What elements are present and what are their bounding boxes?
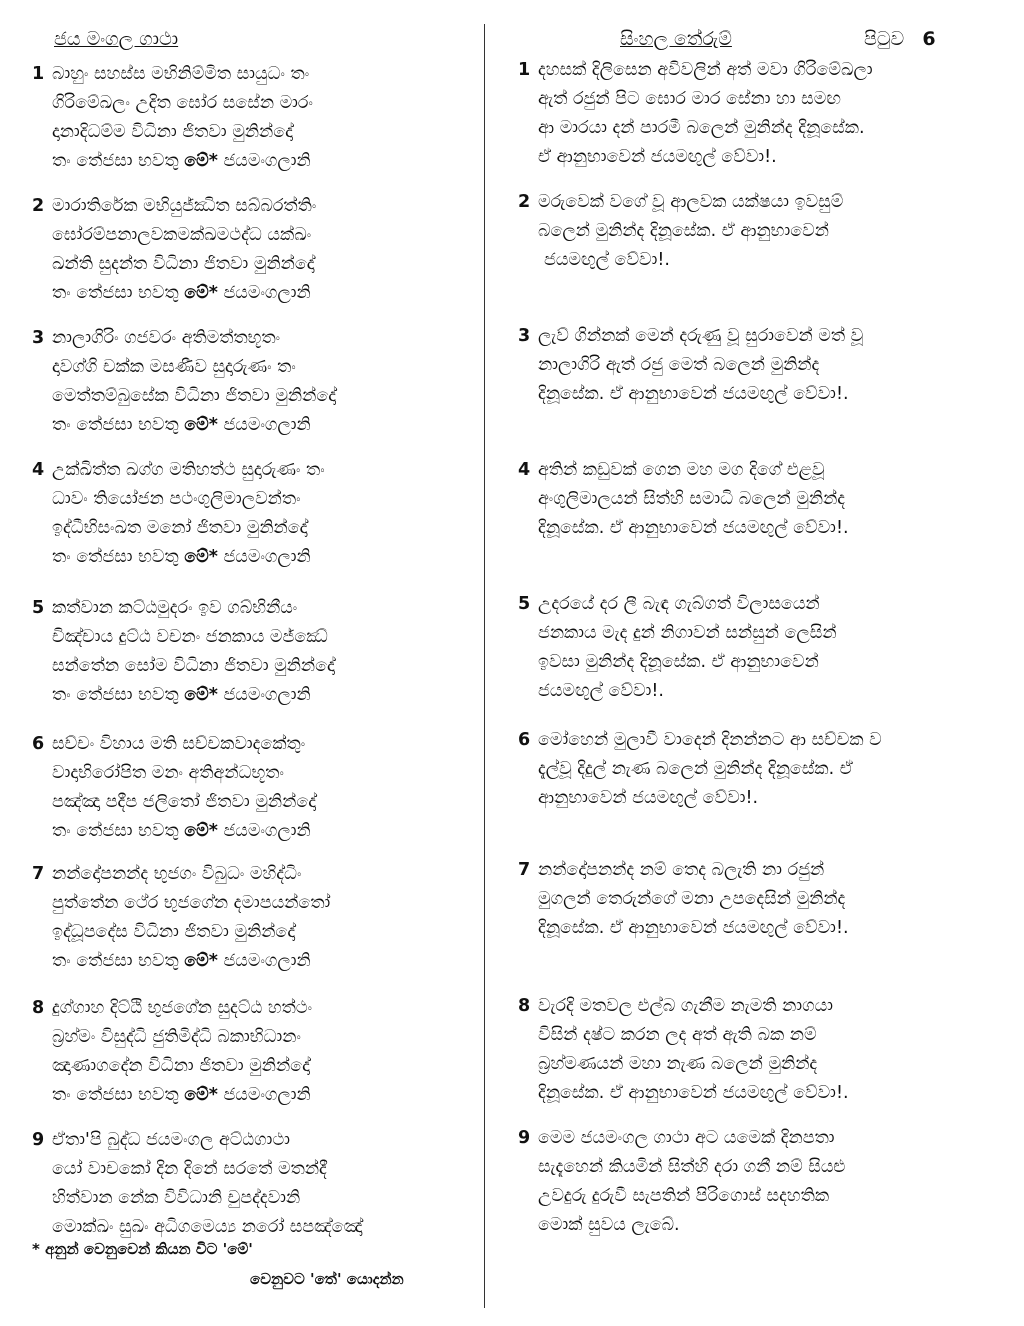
verse-line: දිනූසේක. ඒ ආනුභාවෙන් ජයමඟුල් වේවා!.: [538, 918, 849, 938]
verse-line: ලැව් ගින්නක් මෙන් දරුණු වූ සුරාවෙන් මත් වූ: [538, 326, 864, 346]
verse-line: වාදාභිරෝපිත මනං අතිඅන්ධභූතං: [52, 763, 284, 783]
verse-line: ඉද්ධූපදේස විධිනා ජිතවා මුනින්දෝ: [52, 922, 296, 942]
verse-number: 2: [518, 192, 531, 212]
meaning-verse: [518, 726, 882, 813]
verse-number: 4: [32, 460, 45, 480]
verse-line: දිනූසේක. ඒ ආනුභාවෙන් ජයමඟුල් වේවා!.: [538, 384, 849, 404]
verse-line: ජනකාය මැද දුන් නිගාවන් සන්සුන් ලෙසින්: [538, 623, 837, 643]
verse-number: 6: [32, 734, 45, 754]
verse-line: ඝෝරම්පනාලවකමක්ඛමථද්ධ යක්ඛං: [52, 225, 312, 245]
verse-line: දහසක් දිලිසෙන අවිවලින් අත් මවා ගිරිමේඛලා: [538, 60, 873, 80]
verse-number: 4: [518, 460, 531, 480]
verse-number: 7: [518, 860, 531, 880]
page-number-value: 6: [922, 28, 936, 50]
verse-number: 5: [518, 594, 531, 614]
verse-refrain: තං තේජසා භවතු මේ* ජයමංගලානි: [52, 547, 311, 567]
verse-line: හිත්වාන නේක විවිධානි චුපද්දවානි: [52, 1188, 301, 1208]
meaning-verse: [518, 992, 849, 1108]
verse-number: 1: [32, 64, 45, 84]
verse-line: පුත්තේන ථේර භුජගේන දමාපයන්තෝ: [52, 893, 331, 913]
verse-line: උදරයේ දර ලී බැඳ ගැබ්ගත් විලාසයෙන්: [538, 594, 820, 614]
verse-line: දාවග්ගි චක්ක මසණීව සුදාරුණං තං: [52, 357, 296, 377]
verse-number: 1: [518, 60, 531, 80]
verse-number: 8: [32, 998, 45, 1018]
page-label: පිටුව: [864, 28, 905, 50]
verse-refrain: තං තේජසා භවතු මේ* ජයමංගලානි: [52, 1085, 311, 1105]
verse-number: 6: [518, 730, 531, 750]
verse-line: ඉවසා මුනින්ද දිනූසේක. ඒ ආනුභාවෙන්: [538, 652, 819, 672]
verse-refrain: තං තේජසා භවතු මේ* ජයමංගලානි: [52, 951, 311, 971]
verse-line: චිඤ්චාය දුට්ඨ වචනං ජනකාය මජ්ඣේ: [52, 627, 328, 647]
verse-line: වැරදි මතවල එල්බ ගැනීම නැමති නාගයා: [538, 996, 833, 1016]
footnote-line-1: * අනුන් වෙනුවෙන් කියන විට 'මේ': [32, 1240, 253, 1258]
verse-line: නන්දෝපනන්ද නම් තෙද බලැති නා රජුන්: [538, 860, 825, 880]
meaning-verse: [518, 456, 849, 543]
verse-line: ගිරිමේඛලං උදිත ඝෝර සසේන මාරං: [52, 93, 313, 113]
verse-line: ඤාණාගදේන විධිනා ජිතවා මුනින්දෝ: [52, 1056, 310, 1076]
page-number: [864, 28, 936, 50]
verse-line: බ්‍රහ්මණයන් මහා නැණ බලෙන් මුනින්ද: [538, 1054, 818, 1074]
verse-line: දානාදිධම්ම විධිනා ජිතවා මුනින්දෝ: [52, 122, 293, 142]
verse-line: ධාවං තියෝජන පථංගුලිමාලවන්තං: [52, 489, 301, 509]
verse-line: දිනූසේක. ඒ ආනුභාවෙන් ජයමඟුල් වේවා!.: [538, 1083, 849, 1103]
verse-line: දිනූසේක. ඒ ආනුභාවෙන් ජයමඟුල් වේවා!.: [538, 518, 849, 538]
verse-line: මරුවෙක් වගේ වූ ආලවක යක්ෂයා ඉවසුම්: [538, 192, 844, 212]
verse-line: පඤ්ඤා පදීප ජලිතෝ ජිතවා මුනින්දෝ: [52, 792, 317, 812]
meaning-verse: [518, 188, 843, 275]
verse-line: මෙම ජයමංගල ගාථා අට යමෙක් දිනපතා: [538, 1128, 835, 1148]
verse-refrain: තං තේජසා භවතු මේ* ජයමංගලානි: [52, 283, 311, 303]
verse-line: මුගලන් තෙරුන්ගේ මනා උපදෙසින් මුනින්ද: [538, 889, 846, 909]
verse-line: මෝහෙන් මුලාවී වාදෙන් දිනන්නට ආ සච්චක ව: [538, 730, 882, 750]
meaning-verse: [518, 1124, 845, 1240]
verse-line: සැදැහෙන් කියමින් සිත්හි දරා ගනී නම් සියළු: [538, 1157, 846, 1177]
pali-verse: [32, 594, 335, 710]
verse-number: 9: [518, 1128, 531, 1148]
meaning-verse: [518, 590, 837, 706]
verse-line: ආනුභාවෙන් ජයමඟුල් වේවා!.: [538, 788, 759, 808]
verse-line: ඉද්ධීභිසංඛත මනෝ ජිතවා මුනින්දෝ: [52, 518, 308, 538]
verse-line: මොක් සුවය ලැබේ.: [538, 1215, 680, 1235]
column-divider: [484, 24, 485, 1308]
pali-verse: [32, 456, 325, 572]
verse-line: ජයමඟුල් වේවා!.: [544, 250, 670, 270]
verse-number: 5: [32, 598, 45, 618]
meaning-verse: [518, 322, 863, 409]
verse-refrain: තං තේජසා භවතු මේ* ජයමංගලානි: [52, 151, 311, 171]
verse-line: බාහුං සහස්ස මභිනිම්මිත සායුධං තං: [52, 64, 310, 84]
verse-line: දුග්ගාහ දිට්ඨි භුජගේන සුදට්ඨ හත්ථං: [52, 998, 313, 1018]
pali-verse: [32, 192, 316, 308]
right-column-title: සිංහල තේරුම්: [620, 28, 732, 50]
verse-line: ඇත් රජුන් පිට ඝොර මාර සේනා හා සමඟ: [538, 89, 842, 109]
verse-refrain: තං තේජසා භවතු මේ* ජයමංගලානි: [52, 685, 311, 705]
pali-verse: [32, 994, 312, 1110]
verse-number: 2: [32, 196, 45, 216]
verse-line: බලෙන් මුනින්ද දිනූසේක. ඒ ආනුභාවෙන්: [538, 221, 829, 241]
pali-verse: [32, 324, 336, 440]
verse-refrain: මොක්ඛං සුඛං අධිගමෙය්‍ය නරෝ සපඤ්ඤෝ: [52, 1217, 363, 1237]
verse-number: 8: [518, 996, 531, 1016]
verse-line: ඛන්ති සුදන්ත විධිනා ජිතවා මුනින්දෝ: [52, 254, 315, 274]
verse-line: ජයමඟුල් වේවා!.: [538, 681, 664, 701]
verse-line: අංගුලිමාලයන් සිත්හි සමාධි බලෙන් මුනින්ද: [538, 489, 846, 509]
verse-line: විසින් දෂ්ට කරන ලද අත් ඇති බක නම්: [538, 1025, 817, 1045]
verse-number: 3: [32, 328, 45, 348]
verse-line: මෙත්තම්බුසේක විධිනා ජිතවා මුනින්දෝ: [52, 386, 337, 406]
verse-line: ඒ ආනුභාවෙන් ජයමඟුල් වේවා!.: [538, 147, 777, 167]
left-column-title: ජය මංගල ගාථා: [54, 28, 179, 50]
verse-number: 9: [32, 1130, 45, 1150]
verse-line: කත්වාන කට්ඨමුදරං ඉව ගබ්භිනීයං: [52, 598, 298, 618]
verse-line: දැල්වූ දිදුල් නැණ බලෙන් මුනින්ද දිනූසේක. ඒ: [538, 759, 853, 779]
verse-number: 7: [32, 864, 45, 884]
verse-number: 3: [518, 326, 531, 346]
verse-line: මාරාතිරේක මභියුජ්ඣිත සබ්බරත්තිං: [52, 196, 317, 216]
pali-verse: [32, 60, 313, 176]
verse-line: නන්දෝපනන්ද භුජගං විබුධං මහිද්ධිං: [52, 864, 302, 884]
verse-line: ආ මාරයා දන් පාරමී බලෙන් මුනින්ද දිනූසේක.: [538, 118, 865, 138]
verse-line: උක්ඛිත්ත ඛග්ග මතිහත්ථ සුදාරුණං තං: [52, 460, 325, 480]
verse-line: උවදුරු දුරුවී සැපතින් පිරිගොස් සදහතික: [538, 1186, 830, 1206]
verse-line: අතින් කඩුවක් ගෙන මහ මග දිගේ එළවූ: [538, 460, 825, 480]
verse-refrain: තං තේජසා භවතු මේ* ජයමංගලානි: [52, 821, 311, 841]
pali-verse: [32, 730, 316, 846]
verse-line: නාලාගිරි ඇත් රජු මෙත් බලෙන් මුනින්ද: [538, 355, 820, 375]
verse-line: බ්‍රහ්මං විසුද්ධි ජුතිමිද්ධි බකාභිධානං: [52, 1027, 301, 1047]
verse-line: සන්තේන සෝම විධිනා ජිතවා මුනින්දෝ: [52, 656, 335, 676]
verse-refrain: තං තේජසා භවතු මේ* ජයමංගලානි: [52, 415, 311, 435]
verse-line: සච්චං විහාය මති සච්චකවාදකේතුං: [52, 734, 306, 754]
verse-line: ඒතා'පි බුද්ධ ජයමංගල අට්ඨගාථා: [52, 1130, 291, 1150]
meaning-verse: [518, 856, 849, 943]
verse-line: යෝ වාචකෝ දින දිනේ සරතේ මතන්දී: [52, 1159, 327, 1179]
meaning-verse: [518, 56, 873, 172]
pali-verse: [32, 1126, 362, 1242]
footnote-line-2: වෙනුවට 'තේ' යොදන්න: [250, 1270, 404, 1288]
verse-line: නාලාගිරිං ගජවරං අතිමත්තභූතං: [52, 328, 281, 348]
pali-verse: [32, 860, 330, 976]
